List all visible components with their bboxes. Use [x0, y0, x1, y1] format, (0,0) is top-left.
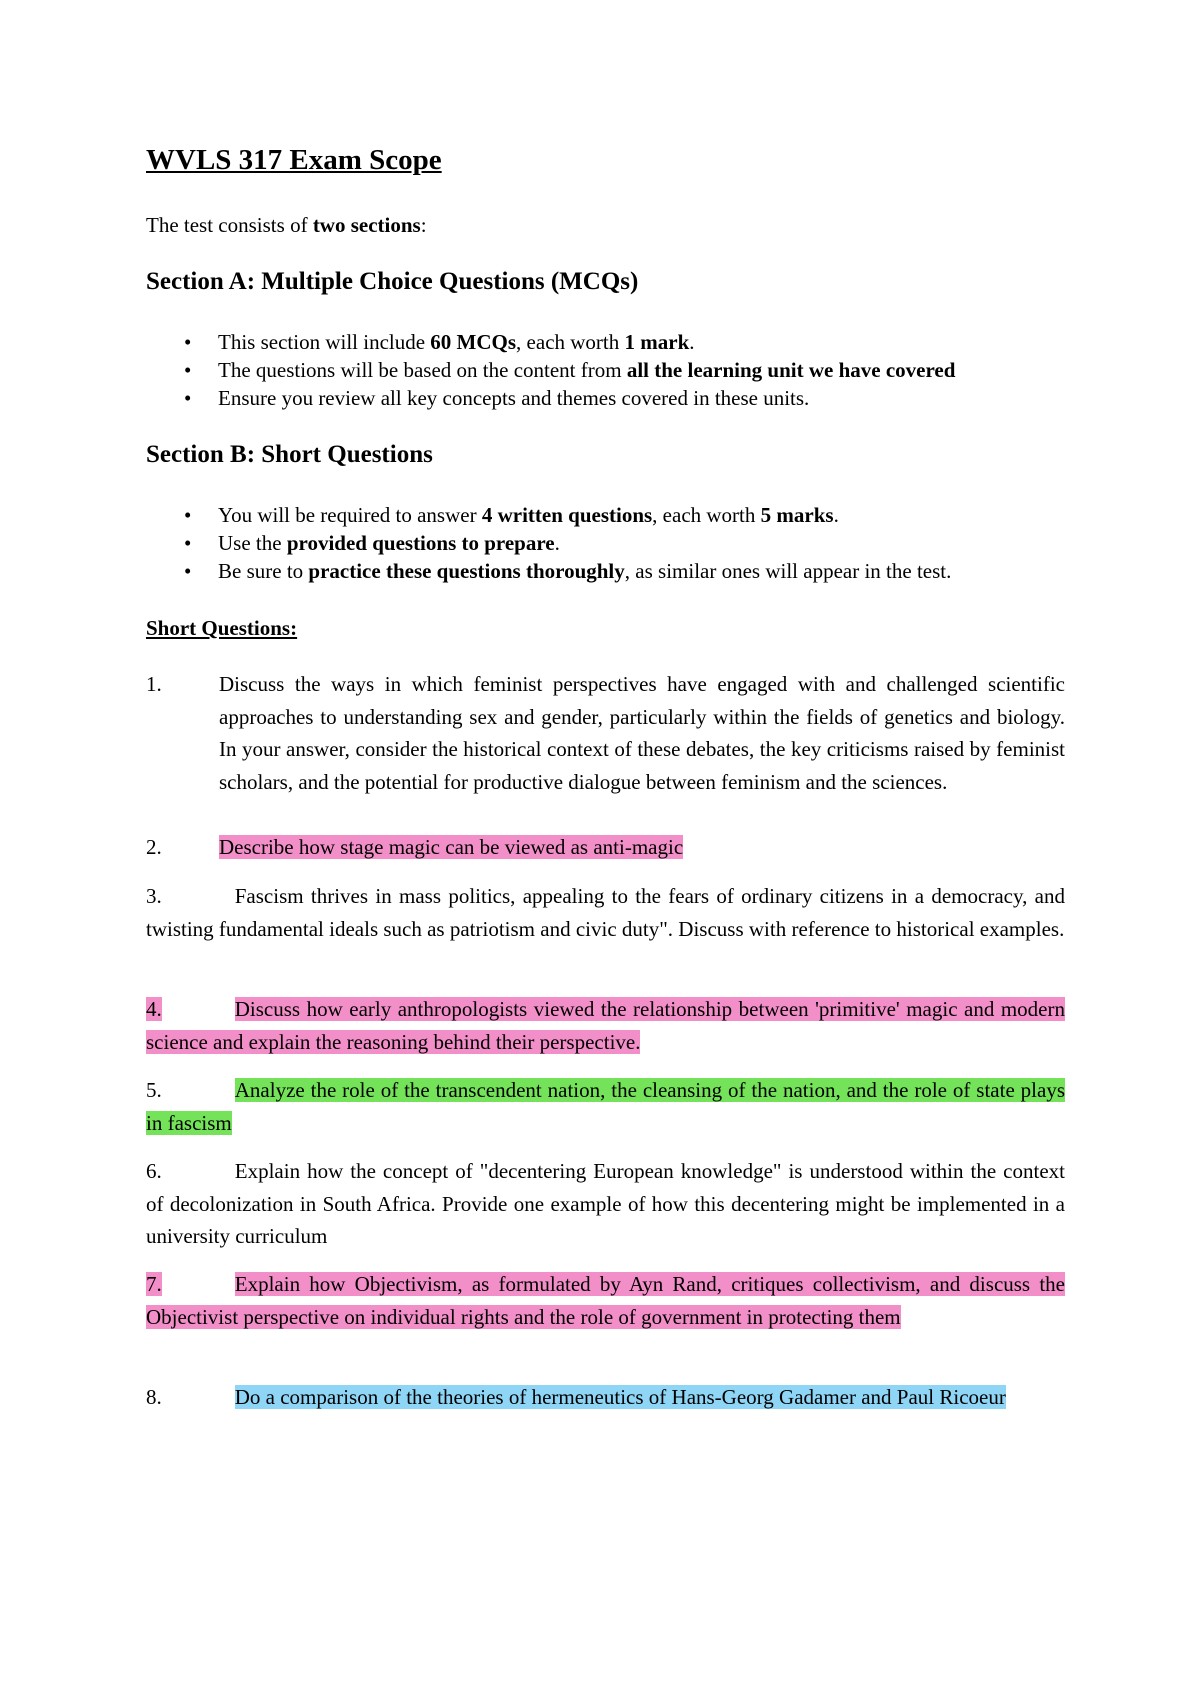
bullet-icon: • — [184, 386, 192, 410]
section-b-heading: Section B: Short Questions — [146, 441, 433, 468]
question-number: 2. — [146, 835, 162, 859]
question-text: Describe how stage magic can be viewed as anti-magic — [219, 835, 684, 859]
question-text: Do a comparison of the theories of hermeneutics of Hans-Georg Gadamer and Paul Ricoeur — [234, 1385, 1006, 1409]
bullet-icon: • — [184, 358, 192, 382]
question-number: 6. — [146, 1159, 162, 1183]
bullet-icon: • — [184, 559, 192, 583]
question-number: 4. — [146, 997, 162, 1021]
section-a-heading: Section A: Multiple Choice Questions (MCQs) — [146, 268, 639, 295]
list-item: • Use the provided questions to prepare. — [184, 531, 560, 555]
list-item: • Be sure to practice these questions thoroughly, as similar ones will appear in the test. — [184, 559, 952, 583]
question-number: 8. — [146, 1385, 162, 1409]
document-title: WVLS 317 Exam Scope — [146, 144, 442, 176]
question-number: 7. — [146, 1272, 162, 1296]
list-item: • The questions will be based on the content from all the learning unit we have covered — [184, 358, 956, 382]
bullet-icon: • — [184, 531, 192, 555]
question-text: Explain how Objectivism, as formulated by Ayn Rand, critiques collectivism, and discuss the Objectivist perspective on individual rights and the role of government in protecting them — [146, 1272, 1065, 1329]
short-questions-heading: Short Questions: — [146, 616, 298, 640]
question-number: 1. — [146, 672, 162, 696]
question-8 — [146, 1381, 1065, 1414]
question-text: Discuss the ways in which feminist perspectives have engaged with and challenged scientific approaches to understanding sex and gender, particularly within the fields of genetics and biology. In your answer, consider the historical context of these debates, the key criticisms raised by feminist scholars, and the potential for productive dialogue between feminism and the sciences. — [219, 672, 1065, 794]
question-4 — [146, 993, 1065, 1058]
question-number: 5. — [146, 1078, 162, 1102]
question-1 — [146, 668, 1065, 798]
question-3 — [146, 880, 1065, 945]
question-5 — [146, 1074, 1065, 1139]
question-7 — [146, 1268, 1065, 1333]
question-6 — [146, 1155, 1065, 1253]
list-item: • You will be required to answer 4 written questions, each worth 5 marks. — [184, 503, 839, 527]
section-b-bullets — [146, 501, 951, 585]
section-a-bullets — [146, 328, 955, 412]
question-text: Analyze the role of the transcendent nation, the cleansing of the nation, and the role of state plays in fascism — [146, 1078, 1065, 1135]
list-item: • Ensure you review all key concepts and themes covered in these units. — [184, 386, 810, 410]
question-text: Explain how the concept of "decentering European knowledge" is understood within the context of decolonization in South Africa. Provide one example of how this decentering might be implemented in a university curriculum — [146, 1159, 1065, 1248]
question-number: 3. — [146, 884, 162, 908]
list-item: • This section will include 60 MCQs, each worth 1 mark. — [184, 330, 695, 354]
question-text: Fascism thrives in mass politics, appealing to the fears of ordinary citizens in a democracy, and twisting fundamental ideals such as patriotism and civic duty". Discuss with reference to historical examples. — [146, 884, 1065, 941]
bullet-icon: • — [184, 503, 192, 527]
bullet-icon: • — [184, 330, 192, 354]
intro-text: The test consists of two sections: — [146, 213, 427, 237]
question-text: Discuss how early anthropologists viewed the relationship between 'primitive' magic and modern science and explain the reasoning behind their perspective. — [146, 997, 1065, 1054]
question-2 — [146, 831, 1065, 864]
